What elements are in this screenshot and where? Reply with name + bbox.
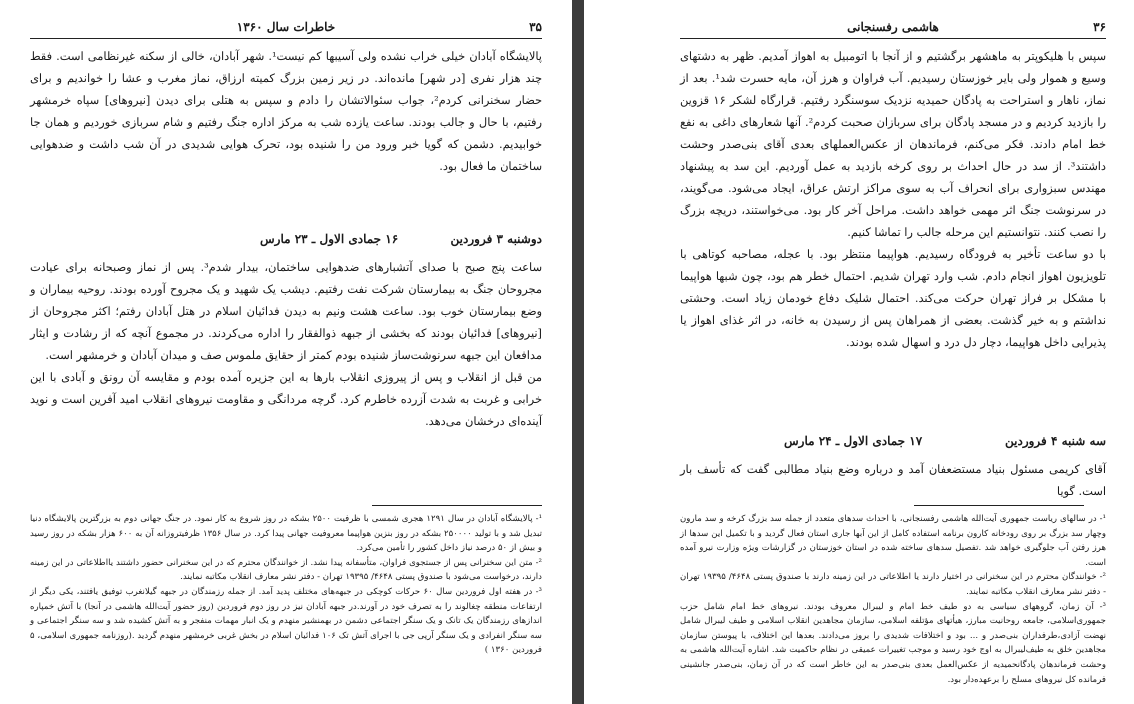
- page-header: [680, 20, 1106, 39]
- footnote: ³- آن زمان، گروههای سیاسی به دو طیف خط امام و لیبرال معروف بودند. نیروهای خط امام شامل حزب جمهوری‌اسلامی، جامعه روحانیت مبارز، هیأتهای مؤتلفه اسلامی، سازمان مجاهدین انقلاب اسلامی و طیف لیبرال شامل نهضت آزادی،طرفداران بنی‌صدر و ... بود و اختلافات شدیدی را بروز می‌دادند. بعدها این اختلاف، با پیوستن سازمان مجاهدین خلق به طیف‌لیبرال به اوج خود رسید و موجب تغییرات عمیقی در نظام حاکمیت شد. اشاره آیت‌الله هاشمی به وحشت فرماندهان پادگانحمیدیه از عکس‌العمل بعدی بنی‌صدر به این خاطر است که در آن زمان، بنی‌صدر جانشینی فرمانده کل نیروهای مسلح را بر‌عهده‌دار بود.: [680, 601, 1106, 685]
- footnote: ¹- پالایشگاه آبادان در سال ۱۲۹۱ هجری شمسی با ظرفیت ۲۵۰۰ بشکه در روز شروع به کار نمود. در جنگ جهانی دوم به بزرگترین پالایشگاه دنیا تبدیل شد و با تولید ۲۵۰۰۰۰ بشکه در روز بنزین هواپیما معروفیت جهانی پیدا کرد. در سال ۱۳۵۶ ظرفیتروزانه آن به ۶۰۰ هزار بشکه در روز رسید و بیش از ۵۰ درصد نیاز داخل کشور را تأمین می‌کرد.: [30, 514, 543, 554]
- page-header: [30, 20, 542, 39]
- page-number: ۳۵: [529, 20, 542, 34]
- dateline-lunar: ۱۷ جمادی الاول ـ ۲۴ مارس: [784, 434, 923, 448]
- body-text: [30, 256, 542, 432]
- footnotes: [30, 512, 542, 658]
- footnote: ²- خوانندگان محترم در این سخنرانی در اختیار دارند یا اطلاعاتی در این زمینه دارند با صندوق پستی ۴۶۴۸/ ۱۹۳۹۵ تهران - دفتر نشر معارف انقلاب مکاتبه نمایند.: [680, 572, 1106, 597]
- dateline: [30, 232, 542, 252]
- running-title: خاطرات سال ۱۳۶۰: [236, 20, 336, 34]
- book-gutter: [572, 0, 584, 704]
- footnote: ¹- در سالهای ریاست جمهوری آیت‌الله هاشمی رفسنجانی، با احداث سدهای متعدد از جمله سد بزرگ کرخه و سد مارون وچهار سد بزرگ بر روی رودخانه کارون برنامه استفاده کامل از این آبها جاری استان فعال گردید و با تکمیل این سدها از هرز رفتن آب جلوگیری خواهد شد .تفصیل سدهای ساخته شده در استان خوزستان در گزارشات ویژه وزارت نیرو آمده است.: [680, 514, 1106, 568]
- paragraph: ساعت پنج صبح با صدای آتشبارهای ضدهوایی ساختمان، بیدار شدم³. پس از نماز وصبحانه برای عیادت مجروحان جنگ به بیمارستان شرکت نفت رفتیم. دیشب یک شهید و یک مجروح آورده بودند. روحیه بیماران و وضع بیمارستان خوب بود. ساعت هشت ونیم به دیدن فدائیان اسلام در هتل آبادان رفتم؛ اکثر مجروحان از [نیروهای] فدائیان بودند که بخشی از جبهه ذوالفقار را اداره می‌کردند. در مجموع آنچه که از رشادت و ایثار مدافعان این جبهه سرنوشت‌ساز شنیده بودم کمتر از حقایق ملموس صف و میدان آبادان و خرمشهر است.: [30, 260, 542, 362]
- paragraph: آقای کریمی مسئول بنیاد مستضعفان آمد و درباره وضع بنیاد مطالبی گفت که تأسف بار است. گویا: [680, 462, 1106, 498]
- body-text: [680, 458, 1106, 502]
- body-text: [680, 45, 1106, 353]
- paragraph: سپس با هلیکوپتر به ماهشهر برگشتیم و از آنجا با اتومبیل به اهواز آمدیم. ظهر به دشتهای وسیع و هموار ولی بایر خوزستان رسیدیم. آب فراوان و هرز آن، مایه حسرت شد¹. بعد از نماز، ناهار و استراحت به پادگان حمیدیه نزدیک سوسنگرد رفتیم. قرارگاه لشکر ۱۶ قزوین را بازدید کردیم و در مسجد پادگان برای سربازان صحبت کردم². آنها شعارهای داغی به نفع خط امام دادند. فکر می‌کنم، فرماندهان از عکس‌العملهای بعدی آقای بنی‌صدر وحشت داشتند³. از سد در حال احداث بر روی کرخه بازدید به عمل آوردیم. این سد به پیشنهاد مهندس سبزواری برای انحراف آب به سوی مراکز ارتش عراق، ایجاد می‌شود. می‌گویند، در سرنوشت جنگ اثر مهمی خواهد داشت. مراحل آخر کار بود. می‌خواستند، دریچه بزرگ را نصب کنند. نتوانستیم این مرحله جالب را تماشا کنیم.: [680, 49, 1106, 239]
- body-text: [30, 45, 542, 177]
- dateline: [680, 434, 1106, 454]
- footnote-rule: [914, 505, 1084, 506]
- paragraph: من قبل از انقلاب و پس از پیروزی انقلاب بارها به این جزیره آمده بودم و مقایسه آن رونق و آبادی با این خرابی و غربت به شدت آزرده خاطرم کرد. گرچه مردانگی و مقاومت نیروهای انقلاب امید آفرین است و نوید آینده‌ای درخشان می‌دهد.: [30, 370, 542, 428]
- footnote: ³- در هفته اول فروردین سال ۶۰ حرکات کوچکی در جبهه‌های مختلف پدید آمد. از جمله رزمندگان در جبهه گیلانغرب توفیق یافتند، یکی دیگر از ارتفاعات منطقه چغالوند را به تصرف خود در آورند.در جبهه آبادان نیز در روز دوم فروردین (روز حضور آیت‌الله هاشمی در آنجا) با آتش خمپاره اندازهای رزمندگان یک تانک و یک سنگر اجتماعی دشمن در بهمنشیر منهدم و یک انبار مهمات منفجر و به آتش کشیده شد و سه سنگر اجتماعی و سه سنگر انفرادی و یک سنگر آرپی جی با اجرای آتش تک ۱۰۶ فدائیان اسلام در بخش غربی خرمشهر منهدم گردید .(روزنامه جمهوری اسلامی، ۵ فروردین ۱۳۶۰ ): [30, 586, 542, 656]
- running-title: هاشمی رفسنجانی: [847, 20, 939, 34]
- dateline-lunar: ۱۶ جمادی الاول ـ ۲۳ مارس: [260, 232, 399, 246]
- paragraph: با دو ساعت تأخیر به فرودگاه رسیدیم. هواپیما منتظر بود. با عجله، مصاحبه کوتاهی با تلویزیون اهواز انجام دادم. شب وارد تهران شدیم. احتمال خطر هم بود، چون شبها هواپیما با مشکل بر فراز تهران حرکت می‌کند. احتمال شلیک دفاع خودمان زیاد است. وحشتی نداشتم و به خیر گذشت. بعضی از همراهان پس از رسیدن به خانه، در اثر غذای اهواز یا پذیرایی داخل هواپیما، دچار دل درد و اسهال شده بودند.: [680, 247, 1106, 349]
- footnotes: [680, 512, 1106, 687]
- dateline-solar: دوشنبه ۳ فروردین: [450, 232, 542, 246]
- paragraph: پالایشگاه آبادان خیلی خراب نشده ولی آسیبها کم نیست¹. شهر آبادان، خالی از سکنه غیرنظامی است. فقط چند هزار نفری [در شهر] مانده‌اند. در زیر زمین بزرگ کمیته ارزاق، نماز مغرب و عشا را خواندیم و برای حضار سخنرانی کردم²، جواب سئوالاتشان را دادم و سپس به هتلی برای دیدن [نیروهای] سپاه خرمشهر رفتیم، با حال و جالب بودند. ساعت یازده شب به مرکز اداره جنگ رفتیم و شام سربازی خوردیم و همان جا خوابیدیم. دشمن که گویا خبر ورود من را شنیده بود، تحرک هوایی شدیدی در آن شب داشت و ضدهوایی ساختمان ما فعال بود.: [30, 49, 542, 173]
- footnote: ²- متن این سخنرانی پس از جستجوی فراوان، متأسفانه پیدا نشد. از خوانندگان محترم که در این سخنرانی حضور داشتند یااطلاعاتی در این زمینه دارند، درخواست می‌شود با صندوق پستی ۴۶۴۸/ ۱۹۳۹۵ تهران - دفتر نشر معارف انقلاب مکاتبه نمایند.: [30, 557, 542, 583]
- dateline-solar: سه شنبه ۴ فروردین: [1005, 434, 1106, 448]
- right-page: [584, 0, 1134, 704]
- footnote-rule: [372, 505, 542, 506]
- page-number: ۳۶: [1093, 20, 1106, 34]
